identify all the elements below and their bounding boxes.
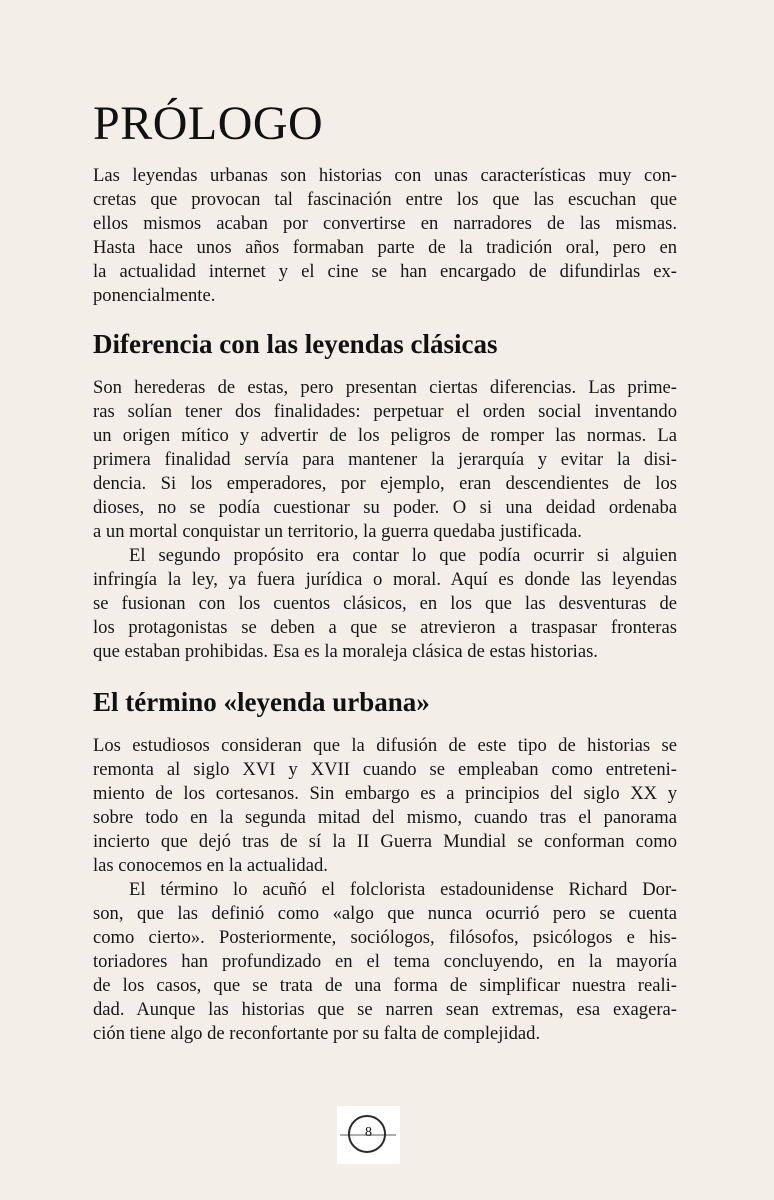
chapter-title: PRÓLOGO (93, 97, 324, 150)
text-line: ellos mismos acaban por convertirse en narradores de las mismas. (93, 213, 677, 234)
text-line: ponencialmente. (93, 285, 216, 306)
section2-paragraph-1 (93, 734, 677, 878)
page-number: 8 (365, 1125, 372, 1140)
text-line: sobre todo en la segunda mitad del mismo, cuando tras el panorama (93, 807, 677, 828)
text-line: son, que las definió como «algo que nunca ocurrió pero se cuenta (93, 903, 677, 924)
text-line: se fusionan con los cuentos clásicos, en los que las desventuras de (93, 593, 677, 614)
text-line: ción tiene algo de reconfortante por su falta de complejidad. (93, 1023, 541, 1044)
page-number-badge (337, 1106, 400, 1164)
text-line: ras solían tener dos finalidades: perpetuar el orden social inventando (93, 401, 677, 422)
text-line: incierto que dejó tras de sí la II Guerra Mundial se conforman como (93, 831, 677, 852)
text-line: Los estudiosos consideran que la difusión de este tipo de historias se (93, 735, 677, 756)
text-line: un origen mítico y advertir de los peligros de romper las normas. La (93, 425, 677, 446)
text-line: dencia. Si los emperadores, por ejemplo, eran descendientes de los (93, 473, 677, 494)
text-line: primera finalidad servía para mantener la jerarquía y evitar la disi- (93, 449, 677, 470)
text-line: Hasta hace unos años formaban parte de la tradición oral, pero en (93, 237, 677, 258)
section2-paragraph-2 (93, 878, 677, 1046)
section1-paragraph-1 (93, 376, 677, 544)
text-line: que estaban prohibidas. Esa es la moraleja clásica de estas historias. (93, 641, 598, 662)
text-line: las conocemos en la actualidad. (93, 855, 328, 876)
section-heading-termino: El término «leyenda urbana» (93, 687, 430, 717)
text-line: los protagonistas se deben a que se atrevieron a traspasar fronteras (93, 617, 677, 638)
section1-paragraph-2 (93, 544, 677, 664)
text-line: El segundo propósito era contar lo que podía ocurrir si alguien (129, 545, 677, 566)
text-line: Son herederas de estas, pero presentan ciertas diferencias. Las prime- (93, 377, 677, 398)
text-line: miento de los cortesanos. Sin embargo es a principios del siglo XX y (93, 783, 677, 804)
text-line: como cierto». Posteriormente, sociólogos, filósofos, psicólogos e his- (93, 927, 677, 948)
text-line: El término lo acuñó el folclorista estadounidense Richard Dor- (129, 879, 677, 900)
text-line: cretas que provocan tal fascinación entre los que las escuchan que (93, 189, 677, 210)
text-line: dioses, no se podía cuestionar su poder. O si una deidad ordenaba (93, 497, 677, 518)
section-heading-diferencia: Diferencia con las leyendas clásicas (93, 329, 498, 359)
text-line: remonta al siglo XVI y XVII cuando se empleaban como entreteni- (93, 759, 677, 780)
text-line: la actualidad internet y el cine se han encargado de difundirlas ex- (93, 261, 677, 282)
text-line: dad. Aunque las historias que se narren sean extremas, esa exagera- (93, 999, 677, 1020)
intro-paragraph (93, 164, 677, 308)
text-line: toriadores han profundizado en el tema concluyendo, en la mayoría (93, 951, 677, 972)
text-line: Las leyendas urbanas son historias con unas características muy con- (93, 165, 677, 186)
text-line: de los casos, que se trata de una forma de simplificar nuestra reali- (93, 975, 677, 996)
text-line: infringía la ley, ya fuera jurídica o moral. Aquí es donde las leyendas (93, 569, 677, 590)
text-line: a un mortal conquistar un territorio, la guerra quedaba justificada. (93, 521, 582, 542)
